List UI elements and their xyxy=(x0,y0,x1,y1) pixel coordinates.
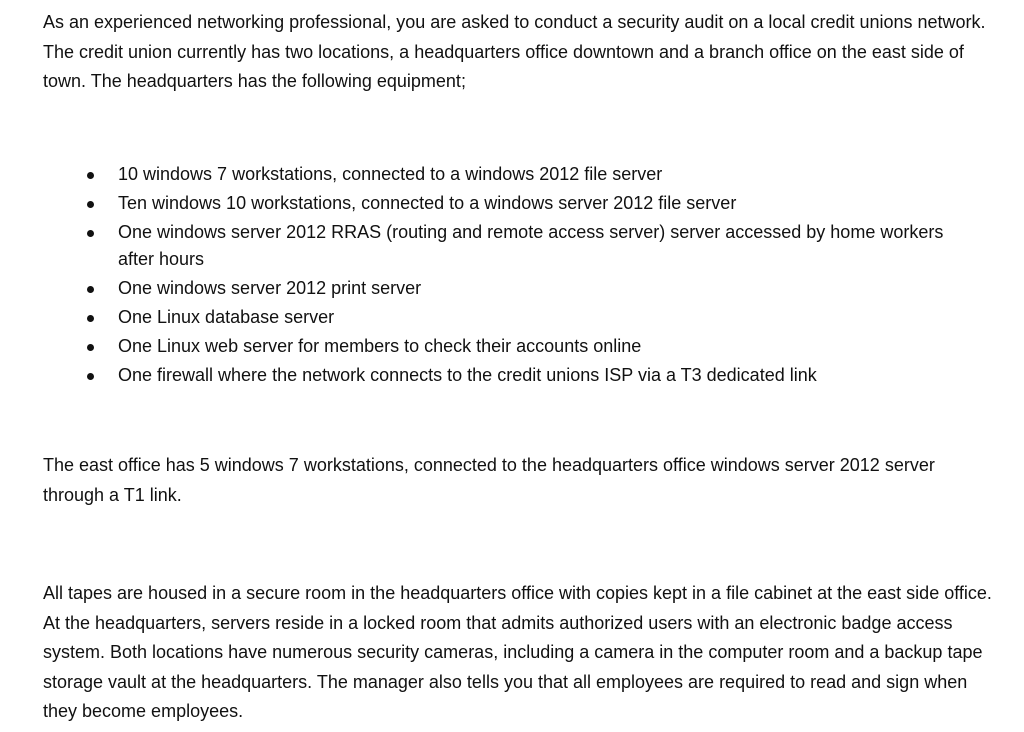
security-paragraph: All tapes are housed in a secure room in the headquarters office with copies kept in a file cabinet at the east side office. At the headquarters, servers reside in a locked room that admits authorized users with an electronic badge access system. Both locations have numerous security cameras, including a camera in the computer room and a backup tape storage vault at the headquarters. The manager also tells you that all employees are required to read and sign when they become employees. xyxy=(43,583,992,721)
list-item: Ten windows 10 workstations, connected to a windows server 2012 file server xyxy=(43,190,973,217)
intro-paragraph: As an experienced networking professional, you are asked to conduct a security audit on a local credit unions network. The credit union currently has two locations, a headquarters office downtown and a branch office on the east side of town. The headquarters has the following equipment; xyxy=(43,12,986,91)
list-item: One firewall where the network connects to the credit unions ISP via a T3 dedicated link xyxy=(43,362,973,389)
equipment-list xyxy=(43,161,973,391)
list-item: One windows server 2012 print server xyxy=(43,275,973,302)
list-item: One Linux database server xyxy=(43,304,973,331)
list-item: One Linux web server for members to check their accounts online xyxy=(43,333,973,360)
list-item: 10 windows 7 workstations, connected to a windows 2012 file server xyxy=(43,161,973,188)
east-office-paragraph: The east office has 5 windows 7 workstations, connected to the headquarters office windows server 2012 server through a T1 link. xyxy=(43,455,935,505)
list-item: One windows server 2012 RRAS (routing and remote access server) server accessed by home workers after hours xyxy=(43,219,973,273)
